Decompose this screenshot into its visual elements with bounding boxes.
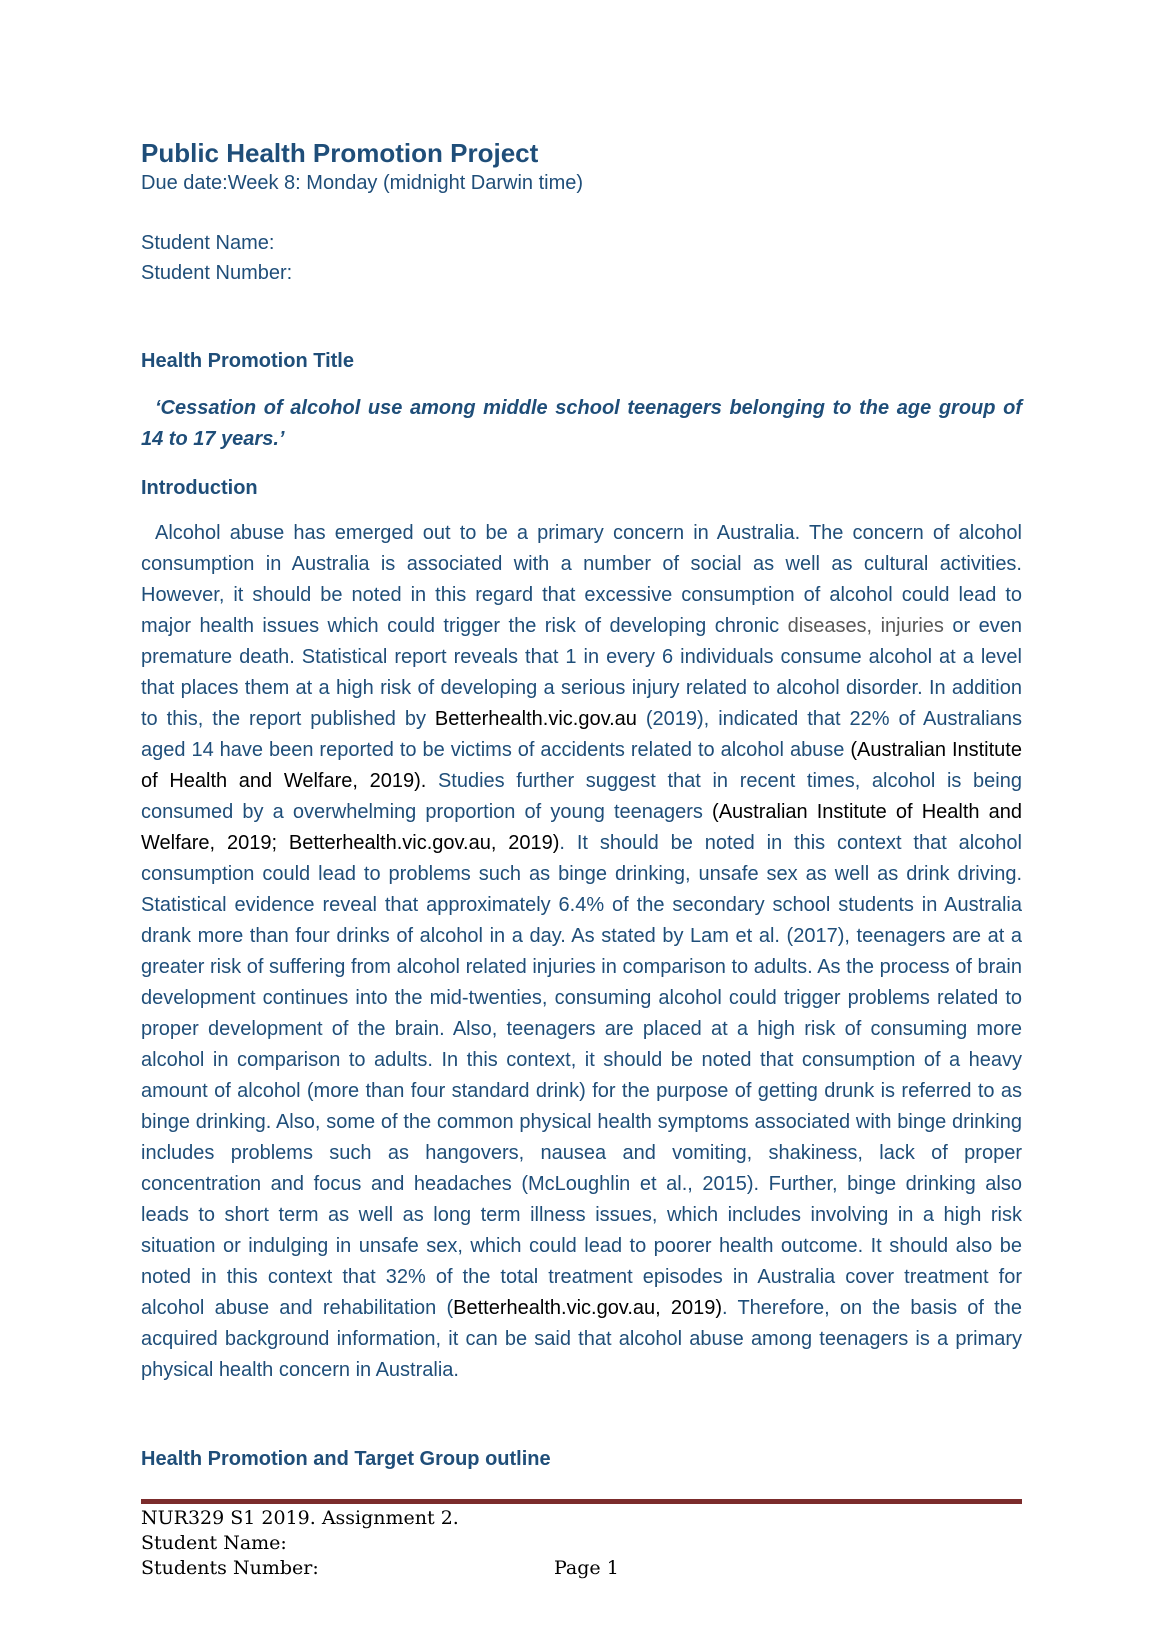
health-promotion-heading: Health Promotion Title xyxy=(141,350,354,372)
footer-students-number: Students Number: xyxy=(141,1557,319,1579)
page-footer xyxy=(141,1506,1022,1581)
footer-course: NUR329 S1 2019. Assignment 2. xyxy=(141,1507,459,1529)
footer-students-number-row xyxy=(141,1556,1022,1581)
introduction-paragraph: Alcohol abuse has emerged out to be a primary concern in Australia. The concern of alcohol consumption in Australia is associated with a number of social as well as cultural activities. However, it should be noted in this regard that excessive consumption of alcohol could lead to major health issues which could trigger the risk of developing chronic diseases, injuries or even premature death. Statistical report reveals that 1 in every 6 individuals consume alcohol at a level that places them at a high risk of developing a serious injury related to alcohol disorder. In addition to this, the report published by Betterhealth.vic.gov.au (2019), indicated that 22% of Australians aged 14 have been reported to be victims of accidents related to alcohol abuse (Australian Institute of Health and Welfare, 2019). Studies further suggest that in recent times, alcohol is being consumed by a overwhelming proportion of young teenagers (Australian Institute of Health and Welfare, 2019; Betterhealth.vic.gov.au, 2019). It should be noted in this context that alcohol consumption could lead to problems such as binge drinking, unsafe sex as well as drink driving. Statistical evidence reveal that approximately 6.4% of the secondary school students in Australia drank more than four drinks of alcohol in a day. As stated by Lam et al. (2017), teenagers are at a greater risk of suffering from alcohol related injuries in comparison to adults. As the process of brain development continues into the mid-twenties, consuming alcohol could trigger problems related to proper development of the brain. Also, teenagers are placed at a high risk of consuming more alcohol in comparison to adults. In this context, it should be noted that consumption of a heavy amount of alcohol (more than four standard drink) for the purpose of getting drunk is referred to as binge drinking. Also, some of the common physical health symptoms associated with binge drinking includes problems such as hangovers, nausea and vomiting, shakiness, lack of proper concentration and focus and headaches (McLoughlin et al., 2015). Further, binge drinking also leads to short term as well as long term illness issues, which includes involving in a high risk situation or indulging in unsafe sex, which could lead to poorer health outcome. It should also be noted in this context that 32% of the total treatment episodes in Australia cover treatment for alcohol abuse and rehabilitation (Betterhealth.vic.gov.au, 2019). Therefore, on the basis of the acquired background information, it can be said that alcohol abuse among teenagers is a primary physical health concern in Australia. xyxy=(141,522,1022,1381)
footer-rule xyxy=(141,1499,1022,1504)
due-date: Due date:Week 8: Monday (midnight Darwin time) xyxy=(141,172,584,194)
footer-student-name: Student Name: xyxy=(141,1532,287,1554)
citation: (Australian Institute of Health and Welfare, 2019; Betterhealth.vic.gov.au, 2019) xyxy=(141,801,1022,854)
introduction-heading: Introduction xyxy=(141,477,258,499)
student-name-label: Student Name: xyxy=(141,232,275,254)
target-group-heading: Health Promotion and Target Group outline xyxy=(141,1448,551,1470)
student-number-label: Student Number: xyxy=(141,262,293,284)
citation: (Australian Institute of Health and Welfare, 2019). xyxy=(141,739,1022,792)
citation: Betterhealth.vic.gov.au xyxy=(434,708,637,730)
health-promotion-title: ‘Cessation of alcohol use among middle school teenagers belonging to the age group of 14 to 17 years.’ xyxy=(141,397,1022,450)
citation: Betterhealth.vic.gov.au, 2019) xyxy=(453,1297,723,1319)
document-title: Public Health Promotion Project xyxy=(141,138,539,168)
grey-text: diseases, injuries xyxy=(787,615,944,637)
page-number: Page 1 xyxy=(554,1557,619,1579)
